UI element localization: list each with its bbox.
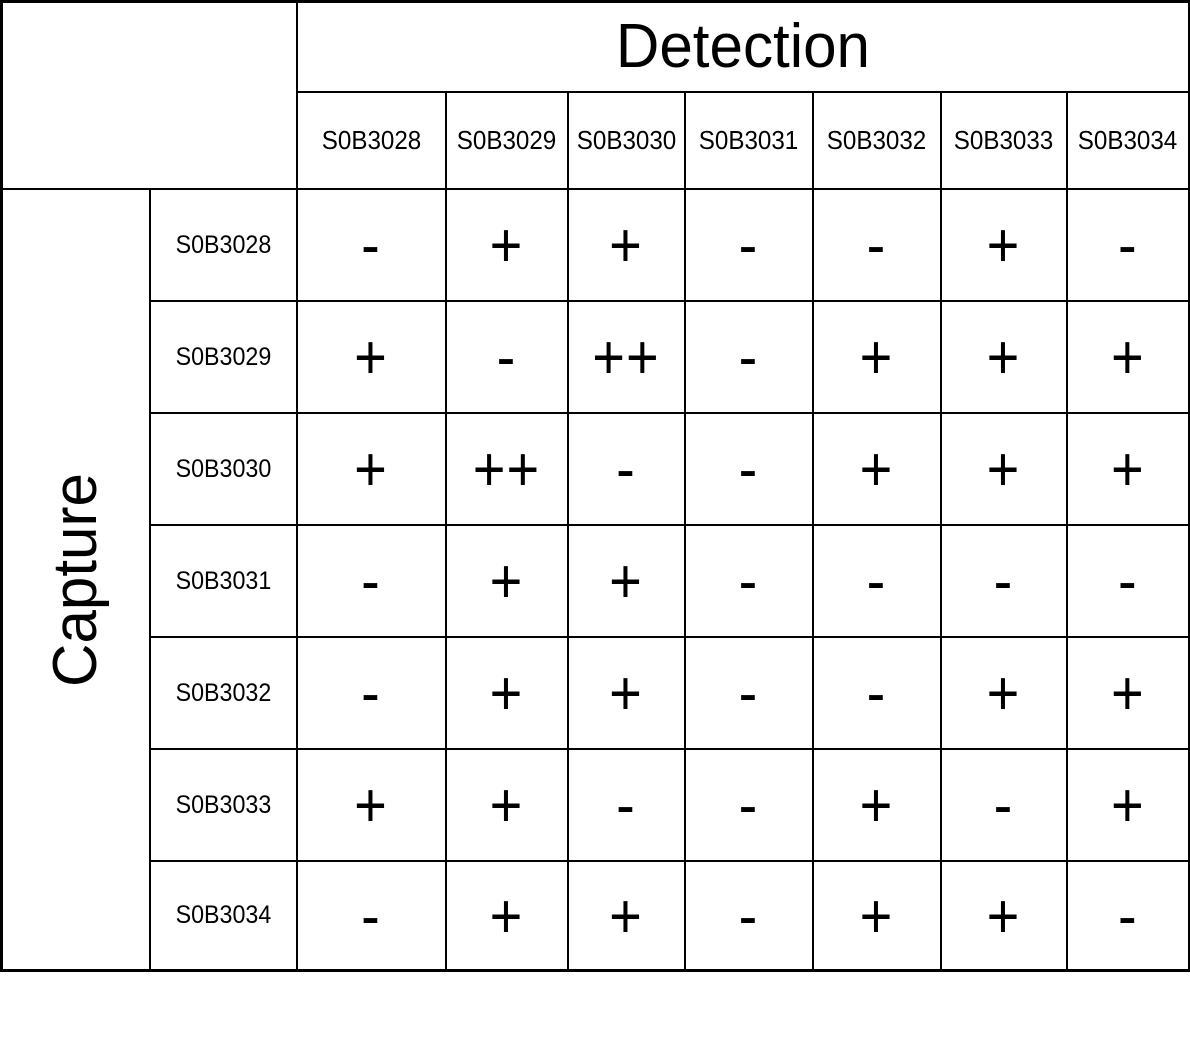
- result-symbol: +: [859, 433, 894, 504]
- matrix-cell: [813, 749, 941, 861]
- col-header-s0b3029: [446, 92, 568, 189]
- result-symbol: -: [361, 879, 381, 951]
- row-header-label: S0B3028: [175, 230, 271, 259]
- result-symbol: +: [1110, 433, 1145, 504]
- row-header: [150, 637, 297, 749]
- matrix-cell: [941, 637, 1067, 749]
- matrix-cell: [446, 637, 568, 749]
- corner-cell: [2, 2, 297, 190]
- row-header: [150, 413, 297, 525]
- result-symbol: -: [993, 769, 1014, 840]
- col-header-label: S0B3030: [576, 125, 676, 155]
- matrix-cell: [568, 189, 685, 301]
- matrix-cell: [813, 413, 941, 525]
- matrix-cell: [568, 861, 685, 971]
- detection-header-row: [2, 2, 1190, 93]
- matrix-cell: [1067, 637, 1190, 749]
- col-header-label: S0B3034: [1078, 125, 1178, 155]
- matrix-cell: [297, 749, 446, 861]
- matrix-cell: [941, 301, 1067, 413]
- result-symbol: ++: [472, 433, 541, 504]
- result-symbol: +: [1110, 657, 1145, 728]
- row-header: [150, 861, 297, 971]
- matrix-cell: [941, 749, 1067, 861]
- row-header-label: S0B3032: [175, 678, 271, 707]
- table-row: [2, 637, 1190, 749]
- matrix-cell: [446, 189, 568, 301]
- matrix-cell: [813, 525, 941, 637]
- matrix-cell: [297, 525, 446, 637]
- matrix-cell: [813, 301, 941, 413]
- result-symbol: -: [738, 209, 759, 280]
- matrix-cell: [568, 637, 685, 749]
- result-symbol: -: [993, 545, 1014, 616]
- result-symbol: +: [1110, 321, 1145, 392]
- result-symbol: +: [986, 209, 1021, 280]
- detection-axis-cell: [297, 2, 1190, 93]
- col-header-s0b3028: [297, 92, 446, 189]
- row-header: [150, 301, 297, 413]
- result-symbol: -: [616, 769, 636, 840]
- matrix-cell: [1067, 189, 1190, 301]
- matrix-cell: [941, 525, 1067, 637]
- result-symbol: -: [738, 657, 759, 728]
- row-header-label: S0B3029: [175, 342, 271, 371]
- result-symbol: -: [866, 209, 887, 280]
- result-symbol: +: [859, 321, 894, 392]
- col-header-label: S0B3032: [826, 125, 927, 155]
- result-symbol: +: [986, 657, 1021, 728]
- result-symbol: +: [489, 545, 524, 616]
- matrix-cell: [446, 749, 568, 861]
- matrix-cell: [446, 861, 568, 971]
- result-symbol: -: [738, 545, 759, 616]
- matrix-cell: [568, 525, 685, 637]
- capture-axis-title: Capture: [40, 472, 110, 687]
- capture-axis-cell: [2, 189, 150, 971]
- result-symbol: +: [489, 657, 524, 728]
- matrix-cell: [941, 861, 1067, 971]
- result-symbol: +: [354, 769, 388, 840]
- result-symbol: -: [738, 321, 759, 392]
- result-symbol: +: [986, 321, 1021, 392]
- result-symbol: +: [986, 879, 1021, 951]
- row-header: [150, 749, 297, 861]
- result-symbol: +: [489, 769, 524, 840]
- result-symbol: -: [866, 657, 887, 728]
- col-header-s0b3031: [685, 92, 813, 189]
- result-symbol: +: [1110, 769, 1145, 840]
- matrix-cell: [685, 749, 813, 861]
- row-header: [150, 525, 297, 637]
- result-symbol: +: [609, 209, 643, 280]
- result-symbol: -: [738, 769, 759, 840]
- matrix-cell: [568, 413, 685, 525]
- matrix-cell: [297, 413, 446, 525]
- table-row: [2, 749, 1190, 861]
- result-symbol: +: [354, 321, 388, 392]
- result-symbol: -: [1117, 545, 1138, 616]
- result-symbol: -: [361, 545, 381, 616]
- matrix-cell: [813, 861, 941, 971]
- table-row: [2, 861, 1190, 971]
- matrix-cell: [685, 189, 813, 301]
- row-header-label: S0B3034: [175, 901, 271, 929]
- result-symbol: -: [361, 657, 381, 728]
- result-symbol: -: [738, 433, 759, 504]
- matrix-cell: [568, 301, 685, 413]
- col-header-label: S0B3033: [953, 125, 1054, 155]
- matrix-cell: [941, 189, 1067, 301]
- col-header-s0b3034: [1067, 92, 1190, 189]
- matrix-cell: [685, 861, 813, 971]
- result-symbol: -: [616, 433, 636, 504]
- row-header: [150, 189, 297, 301]
- result-symbol: ++: [592, 321, 660, 392]
- result-symbol: +: [609, 545, 643, 616]
- matrix-cell: [1067, 749, 1190, 861]
- col-header-label: S0B3031: [698, 125, 799, 155]
- result-symbol: +: [489, 209, 524, 280]
- matrix-cell: [297, 861, 446, 971]
- row-header-label: S0B3031: [175, 566, 271, 595]
- matrix-cell: [446, 525, 568, 637]
- matrix-cell: [1067, 413, 1190, 525]
- matrix-cell: [297, 301, 446, 413]
- matrix-cell: [941, 413, 1067, 525]
- col-header-s0b3033: [941, 92, 1067, 189]
- matrix-cell: [297, 189, 446, 301]
- result-symbol: -: [738, 879, 759, 951]
- matrix-cell: [1067, 301, 1190, 413]
- result-symbol: +: [859, 879, 894, 951]
- matrix-cell: [813, 189, 941, 301]
- col-header-s0b3032: [813, 92, 941, 189]
- col-header-label: S0B3028: [321, 125, 421, 155]
- matrix-cell: [685, 525, 813, 637]
- table-row: [2, 525, 1190, 637]
- matrix-cell: [446, 413, 568, 525]
- table-row: [2, 413, 1190, 525]
- table-row: [2, 189, 1190, 301]
- matrix-cell: [813, 637, 941, 749]
- matrix-cell: [1067, 861, 1190, 971]
- result-symbol: -: [361, 209, 381, 280]
- result-symbol: +: [609, 879, 643, 951]
- matrix-cell: [446, 301, 568, 413]
- row-header-label: S0B3030: [175, 454, 271, 483]
- result-symbol: +: [489, 879, 524, 951]
- col-header-s0b3030: [568, 92, 685, 189]
- result-symbol: +: [859, 769, 894, 840]
- result-symbol: +: [609, 657, 643, 728]
- matrix-cell: [568, 749, 685, 861]
- detection-axis-title: Detection: [615, 12, 870, 81]
- matrix-cell: [685, 301, 813, 413]
- matrix-cell: [685, 637, 813, 749]
- result-symbol: -: [866, 545, 887, 616]
- result-symbol: +: [354, 433, 388, 504]
- matrix-cell: [297, 637, 446, 749]
- result-symbol: +: [986, 433, 1021, 504]
- result-symbol: -: [1117, 209, 1138, 280]
- matrix-cell: [1067, 525, 1190, 637]
- matrix-cell: [685, 413, 813, 525]
- table-row: [2, 301, 1190, 413]
- row-header-label: S0B3033: [175, 790, 271, 819]
- result-symbol: -: [496, 321, 517, 392]
- col-header-label: S0B3029: [456, 125, 557, 155]
- result-symbol: -: [1117, 879, 1138, 951]
